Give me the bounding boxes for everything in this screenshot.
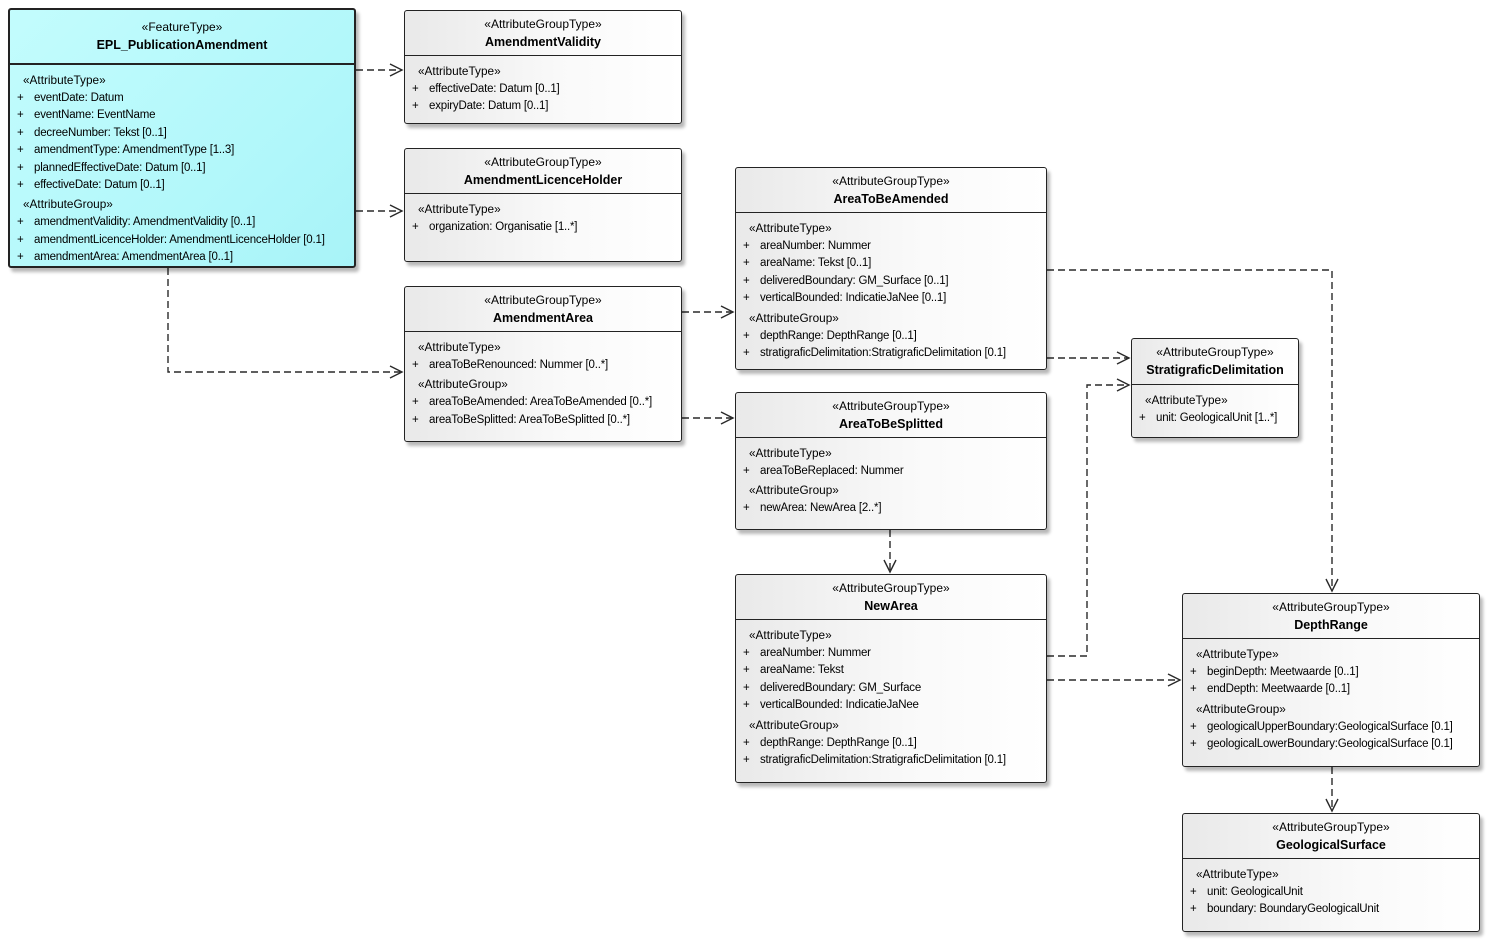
attribute-text: newArea: NewArea [2..*] <box>760 502 882 515</box>
section-label: «AttributeType» <box>23 73 106 87</box>
visibility-plus: + <box>17 144 24 157</box>
attribute-row <box>736 328 1046 345</box>
class-AreaToBeAmended[interactable] <box>735 167 1047 370</box>
visibility-plus: + <box>743 754 750 767</box>
visibility-plus: + <box>743 502 750 515</box>
class-header <box>10 10 354 65</box>
attribute-text: geologicalLowerBoundary:GeologicalSurface [0.1] <box>1207 738 1453 751</box>
visibility-plus: + <box>412 413 419 426</box>
visibility-plus: + <box>412 83 419 95</box>
attribute-text: expiryDate: Datum [0..1] <box>429 100 549 113</box>
section-label: «AttributeType» <box>1196 647 1279 661</box>
section-label: «AttributeType» <box>749 221 832 235</box>
visibility-plus: + <box>743 736 750 749</box>
visibility-plus: + <box>412 396 419 409</box>
visibility-plus: + <box>743 681 750 694</box>
attribute-text: stratigraficDelimitation:StratigraficDelimitation [0.1] <box>760 347 1006 360</box>
attribute-row <box>405 219 681 236</box>
visibility-plus: + <box>743 329 750 342</box>
visibility-plus: + <box>1190 903 1197 916</box>
visibility-plus: + <box>743 664 750 677</box>
attribute-row <box>1183 681 1479 698</box>
attribute-row <box>405 394 681 411</box>
class-DepthRange[interactable] <box>1182 593 1480 767</box>
attribute-text: areaName: Tekst <box>760 664 844 677</box>
section-label: «AttributeType» <box>418 202 501 216</box>
attribute-text: verticalBounded: IndicatieJaNee <box>760 699 919 712</box>
attribute-text: areaToBeSplitted: AreaToBeSplitted [0..*] <box>429 413 630 426</box>
attribute-text: boundary: BoundaryGeologicalUnit <box>1207 903 1379 916</box>
attribute-text: deliveredBoundary: GM_Surface [0..1] <box>760 274 949 287</box>
attribute-text: geologicalUpperBoundary:GeologicalSurface [0.1] <box>1207 720 1453 733</box>
attribute-row <box>736 752 1046 769</box>
attribute-text: depthRange: DepthRange [0..1] <box>760 736 917 749</box>
attribute-text: unit: GeologicalUnit [1..*] <box>1156 412 1278 424</box>
attribute-text: amendmentArea: AmendmentArea [0..1] <box>34 251 233 264</box>
class-header <box>736 393 1046 438</box>
stereotype-label: «AttributeGroupType» <box>484 154 602 169</box>
class-name: AreaToBeSplitted <box>839 416 943 431</box>
attribute-row <box>10 160 354 177</box>
class-header <box>405 287 681 332</box>
attribute-row <box>736 463 1046 480</box>
section-label: «AttributeType» <box>1145 393 1228 407</box>
class-body <box>736 213 1046 362</box>
attribute-text: beginDepth: Meetwaarde [0..1] <box>1207 666 1359 678</box>
attribute-row <box>10 249 354 266</box>
section-label: «AttributeGroup» <box>749 310 839 325</box>
attribute-row <box>1183 736 1479 753</box>
class-AmendmentLicenceHolder[interactable] <box>404 148 682 262</box>
section-label: «AttributeType» <box>418 64 501 78</box>
attribute-row <box>1183 664 1479 681</box>
visibility-plus: + <box>743 292 750 305</box>
class-name: AmendmentArea <box>492 310 594 325</box>
attribute-text: areaToBeRenounced: Nummer [0..*] <box>429 359 608 371</box>
attribute-row <box>10 125 354 142</box>
class-body <box>1183 859 1479 919</box>
attribute-text: eventName: EventName <box>34 109 156 122</box>
stereotype-label: «AttributeGroupType» <box>1272 819 1390 834</box>
visibility-plus: + <box>1190 683 1197 696</box>
attribute-row <box>1183 901 1479 918</box>
attribute-text: endDepth: Meetwaarde [0..1] <box>1207 683 1350 696</box>
attribute-text: deliveredBoundary: GM_Surface <box>760 681 922 694</box>
attribute-row <box>736 735 1046 752</box>
attribute-text: decreeNumber: Tekst [0..1] <box>34 126 167 139</box>
attribute-row <box>10 107 354 124</box>
visibility-plus: + <box>1190 886 1197 898</box>
class-body <box>1183 639 1479 754</box>
section-label: «AttributeType» <box>1196 867 1279 881</box>
attribute-row <box>736 238 1046 255</box>
class-body <box>405 56 681 116</box>
class-name: NewArea <box>864 598 918 613</box>
attribute-text: areaName: Tekst [0..1] <box>760 257 872 270</box>
attribute-row <box>736 697 1046 714</box>
class-body <box>736 438 1046 518</box>
attribute-row <box>736 680 1046 697</box>
section-label: «AttributeGroup» <box>749 717 839 732</box>
section-label: «AttributeGroup» <box>1196 701 1286 716</box>
section-label: «AttributeType» <box>749 628 832 642</box>
attribute-row <box>736 645 1046 662</box>
attribute-row <box>10 232 354 249</box>
attribute-row <box>405 357 681 374</box>
class-header <box>1132 339 1298 385</box>
class-AmendmentArea[interactable] <box>404 286 682 442</box>
visibility-plus: + <box>17 92 24 104</box>
attribute-text: amendmentValidity: AmendmentValidity [0..1] <box>34 216 256 229</box>
attribute-text: effectiveDate: Datum [0..1] <box>429 83 560 95</box>
attribute-text: areaNumber: Nummer <box>760 647 871 659</box>
stereotype-label: «FeatureType» <box>141 20 223 34</box>
visibility-plus: + <box>743 257 750 270</box>
visibility-plus: + <box>17 216 24 229</box>
visibility-plus: + <box>412 359 419 371</box>
visibility-plus: + <box>743 699 750 712</box>
attribute-text: unit: GeologicalUnit <box>1207 886 1303 898</box>
visibility-plus: + <box>743 647 750 659</box>
attribute-row <box>736 345 1046 362</box>
class-name: DepthRange <box>1294 617 1368 632</box>
class-NewArea[interactable] <box>735 574 1047 783</box>
visibility-plus: + <box>1190 720 1197 733</box>
attribute-text: amendmentType: AmendmentType [1..3] <box>34 144 235 157</box>
visibility-plus: + <box>17 109 24 122</box>
attribute-row <box>10 177 354 194</box>
visibility-plus: + <box>1190 738 1197 751</box>
stereotype-label: «AttributeGroupType» <box>484 292 602 307</box>
class-AreaToBeSplitted[interactable] <box>735 392 1047 530</box>
class-name: AreaToBeAmended <box>833 191 949 206</box>
class-body <box>1132 385 1298 427</box>
attribute-text: areaToBeReplaced: Nummer <box>760 465 904 477</box>
attribute-row <box>736 662 1046 679</box>
visibility-plus: + <box>17 126 24 139</box>
class-name: AmendmentLicenceHolder <box>463 172 623 187</box>
class-header <box>736 575 1046 620</box>
section-label: «AttributeGroup» <box>418 377 508 392</box>
visibility-plus: + <box>17 233 24 246</box>
visibility-plus: + <box>743 347 750 360</box>
section-label: «AttributeType» <box>418 340 501 354</box>
stereotype-label: «AttributeGroupType» <box>1272 599 1390 614</box>
stereotype-label: «AttributeGroupType» <box>832 173 950 188</box>
section-label: «AttributeGroup» <box>23 197 113 212</box>
attribute-row <box>10 142 354 159</box>
class-AmendmentValidity[interactable] <box>404 10 682 124</box>
attribute-text: verticalBounded: IndicatieJaNee [0..1] <box>760 292 947 305</box>
stereotype-label: «AttributeGroupType» <box>832 580 950 595</box>
attribute-row <box>1183 884 1479 901</box>
attribute-row <box>1132 410 1298 427</box>
class-body <box>405 194 681 236</box>
connector-newarea-to-stratigraficdelimitation[interactable] <box>1047 385 1129 656</box>
visibility-plus: + <box>412 221 419 233</box>
section-label: «AttributeType» <box>749 446 832 460</box>
attribute-text: areaToBeAmended: AreaToBeAmended [0..*] <box>429 396 652 409</box>
visibility-plus: + <box>17 179 24 192</box>
attribute-text: stratigraficDelimitation:StratigraficDelimitation [0.1] <box>760 754 1006 767</box>
attribute-row <box>405 98 681 115</box>
section-label: «AttributeGroup» <box>749 483 839 498</box>
class-name: EPL_PublicationAmendment <box>96 38 268 52</box>
class-name: GeologicalSurface <box>1276 837 1386 852</box>
class-body <box>405 332 681 429</box>
class-header <box>405 149 681 194</box>
class-name: StratigraficDelimitation <box>1146 363 1284 377</box>
attribute-text: amendmentLicenceHolder: AmendmentLicenceHolder [0.1] <box>34 233 325 246</box>
attribute-text: plannedEffectiveDate: Datum [0..1] <box>34 161 206 174</box>
class-body <box>10 65 354 267</box>
class-StratigraficDelimitation[interactable] <box>1131 338 1299 438</box>
attribute-text: areaNumber: Nummer <box>760 240 871 252</box>
visibility-plus: + <box>17 161 24 174</box>
class-header <box>1183 814 1479 859</box>
stereotype-label: «AttributeGroupType» <box>484 16 602 31</box>
visibility-plus: + <box>743 240 750 252</box>
attribute-row <box>405 412 681 429</box>
attribute-text: eventDate: Datum <box>34 92 124 104</box>
connector-epl-to-amendmentarea[interactable] <box>168 268 402 372</box>
visibility-plus: + <box>743 274 750 287</box>
class-body <box>736 620 1046 769</box>
attribute-row <box>10 90 354 107</box>
class-header <box>405 11 681 56</box>
class-header <box>1183 594 1479 639</box>
attribute-row <box>405 81 681 98</box>
class-GeologicalSurface[interactable] <box>1182 813 1480 932</box>
attribute-text: effectiveDate: Datum [0..1] <box>34 179 165 192</box>
class-name: AmendmentValidity <box>485 34 601 49</box>
attribute-row <box>736 255 1046 272</box>
attribute-row <box>736 500 1046 517</box>
attribute-row <box>1183 719 1479 736</box>
visibility-plus: + <box>1139 412 1146 424</box>
attribute-text: depthRange: DepthRange [0..1] <box>760 329 917 342</box>
attribute-row <box>736 273 1046 290</box>
visibility-plus: + <box>743 465 750 477</box>
class-header <box>736 168 1046 213</box>
attribute-text: organization: Organisatie [1..*] <box>429 221 578 233</box>
visibility-plus: + <box>412 100 419 113</box>
class-EPL_PublicationAmendment[interactable] <box>8 8 356 268</box>
stereotype-label: «AttributeGroupType» <box>1156 345 1274 359</box>
attribute-row <box>736 290 1046 307</box>
visibility-plus: + <box>17 251 24 264</box>
stereotype-label: «AttributeGroupType» <box>832 398 950 413</box>
attribute-row <box>10 214 354 231</box>
visibility-plus: + <box>1190 666 1197 678</box>
